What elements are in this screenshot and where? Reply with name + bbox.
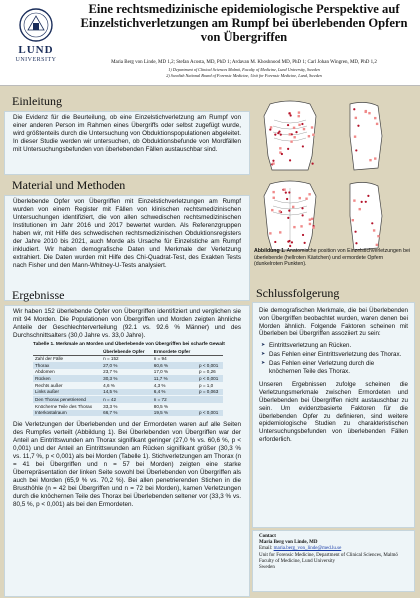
schluss-intro: Die demografischen Merkmale, die bei Überlebenden von Übergriffen beobachtet wurden, waren denen bei Morden ähnlich. Folgende Faktoren scheinen mit Überleben bei Übergriffen assoziiert zu sein:: [259, 307, 408, 338]
homicide-marker: [280, 133, 282, 135]
table-cell: 19,5 %: [152, 410, 197, 417]
table-row: [33, 362, 223, 369]
table-header: [33, 348, 101, 355]
survivor-marker: [271, 209, 273, 211]
logo-sub: UNIVERSITY: [15, 57, 57, 63]
table-cell: Abdomen: [35, 369, 55, 375]
section-einleitung: [4, 90, 250, 175]
survivor-marker: [369, 159, 371, 161]
table-cell: Rücken: [33, 375, 101, 382]
results-table: [33, 348, 223, 416]
homicide-marker: [274, 134, 276, 136]
survivor-marker: [309, 223, 311, 225]
table-cell: Rechts außer: [35, 382, 63, 388]
survivor-marker: [272, 191, 274, 193]
table-cell: Thorax: [33, 362, 101, 369]
survivor-marker: [308, 193, 310, 195]
survivor-marker: [303, 128, 305, 130]
survivor-marker: [273, 197, 275, 199]
survivor-marker: [311, 126, 313, 128]
survivor-marker: [368, 112, 370, 114]
survivor-marker: [270, 126, 272, 128]
homicide-marker: [278, 131, 280, 133]
poster-header: [0, 0, 420, 86]
table-cell: Den Thorax penetrierend: [33, 396, 101, 403]
homicide-marker: [287, 217, 289, 219]
table-cell: 33,3 %: [103, 403, 118, 409]
survivor-marker: [312, 226, 314, 228]
ergebnisse-text-1: Wir haben 152 überlebende Opfer von Übergriffen identifiziert und verglichen sie mit 94 Morden. Die Populationen von Übergriffen und Morden zeigten ähnliche Anteile der Geschlechterverteilung (92.1 vs. 92.6 % Männer) und des Durchschnittsalters (30,0 Jahre vs. 33,0 Jahre).: [13, 308, 241, 339]
table-cell: n = 152: [103, 356, 119, 362]
survivor-marker: [377, 235, 379, 237]
table-cell: Zahl der Fälle: [35, 356, 64, 362]
torso-diagram: [250, 96, 416, 256]
homicide-marker: [357, 125, 359, 127]
survivor-marker: [353, 199, 355, 201]
contact-line-2: Faculty of Medicine, Lund University: [259, 558, 335, 564]
email-link[interactable]: maria.berg_von_linde@med.lu.se: [273, 546, 342, 552]
survivor-marker: [298, 124, 300, 126]
figure-caption-label: Abbildung 1.: [254, 248, 286, 254]
homicide-marker: [291, 241, 293, 243]
ergebnisse-panel: [4, 305, 250, 597]
survivor-marker: [309, 218, 311, 220]
survivor-marker: [311, 218, 313, 220]
table-cell: [197, 403, 223, 410]
survivor-marker: [364, 111, 366, 113]
homicide-marker: [354, 231, 356, 233]
table-cell: 4,3 %: [153, 382, 166, 388]
logo-name: LUND: [18, 44, 54, 56]
table-row: [33, 403, 223, 410]
section-heading: Ergebnisse: [12, 288, 65, 302]
affiliation-1: 1) Department of Clinical Sciences Malmö, Faculty of Medicine, Lund University, Sweden: [168, 66, 320, 72]
survivor-marker: [354, 135, 356, 137]
table-cell: p < 0,001: [197, 375, 223, 382]
homicide-marker: [312, 163, 314, 165]
table-cell: 23,7 %: [103, 369, 118, 375]
survivor-marker: [293, 136, 295, 138]
homicide-marker: [281, 153, 283, 155]
homicide-marker: [290, 114, 292, 116]
section-heading-schluss: Schlussfolgerung: [256, 286, 340, 300]
table-cell: p = 1,0: [198, 382, 214, 388]
contact-heading: Contact: [259, 534, 276, 539]
einleitung-text: Die Evidenz für die Beurteilung, ob eine Einzelstichverletzung am Rumpf von einer anderen Person im Rahmen eines Übergriffs oder selbst zugefügt wurde, wird größtenteils durch die Untersuchung von Obduktionspopulationen abgeleitet. In dieser Studie werden wir untersuchen, ob Obduktionsbefunde von Mordfällen mit Untersuchungsbefunden von überlebenden Fällen austauschbar sind.: [13, 114, 241, 153]
material-text: Überlebende Opfer von Übergriffen mit Einzelstichverletzungen am Rumpf wurden von einem Register mit Fällen von klinischen rechtsmedizinischen Untersuchungen identifiziert, die von allen schwedischen rechtsmedizinischen Institutionen im Jahr 2016 und 2017 bewertet wurden. Als Referenzgruppen haben wir, mit Hilfe des schwedischen rechtsmedizinischen Obduktionsregisters der Jahre 2010 bis 2021, auch Morde als Ursache für Einzelstiche am Rumpf inkludiert. Wir haben demografische Daten und Merkmale der Verletzung extrahiert. Die Daten wurden mit Hilfe des Chi-Quadrat-Test, des Exakten Tests nach Fisher und den Mann-Whitney-U-Tests analysiert.: [13, 198, 241, 269]
survivor-marker: [292, 206, 294, 208]
survivor-marker: [293, 127, 295, 129]
schluss-bullets: [261, 342, 408, 375]
table-cell: 17,0 %: [153, 369, 169, 375]
figure-caption: [250, 246, 416, 270]
table-cell: p < 0,001: [197, 410, 223, 417]
seal-icon: [6, 6, 66, 44]
homicide-marker: [355, 242, 357, 244]
survivor-marker: [290, 140, 292, 142]
table-cell: 14,5 %: [101, 389, 152, 396]
table-cell: 60,6 %: [152, 362, 197, 369]
table-row: [33, 382, 223, 389]
einleitung-panel: [4, 111, 250, 175]
table-cell: Interkostalraum: [33, 410, 101, 417]
homicide-marker: [302, 234, 304, 236]
survivor-marker: [279, 210, 281, 212]
survivor-marker: [305, 198, 307, 200]
author-list: Maria Berg von Linde, MD 1,2; Stefan Acosta, MD, PhD 1; Ardavan M. Khoshnood MD, PhD 1; Carl Johan Wingren, MD, PhD 1,2: [111, 60, 377, 65]
contact-line-1: Unit for Forensic Medicine, Department of Clinical Sciences, Malmö: [259, 552, 398, 558]
torso-side-left: [350, 182, 382, 250]
homicide-marker: [301, 207, 303, 209]
survivor-marker: [373, 229, 375, 231]
table-row: [33, 396, 223, 403]
table-cell: n = 42: [101, 396, 152, 403]
homicide-marker: [287, 124, 289, 126]
table-cell: 27,0 %: [101, 362, 152, 369]
survivor-marker: [298, 111, 300, 113]
homicide-marker: [288, 210, 290, 212]
survivor-marker: [283, 188, 285, 190]
list-item: ➤ Das Fehlen einer Eintrittsverletzung des Thorax.: [261, 351, 408, 359]
table-cell: [197, 396, 223, 403]
homicide-marker: [289, 159, 291, 161]
table-header-row: [33, 348, 223, 355]
table-cell: p < 0,001: [197, 362, 223, 369]
table-cell: p = 0,26: [198, 369, 216, 375]
survivor-marker: [374, 157, 376, 159]
table-caption: Tabelle 1. Merkmale an Morden und Überlebende von Übergriffen bei scharfe Gewalt: [33, 342, 225, 347]
table-header: Ermordete Opfer: [152, 348, 197, 355]
lund-university-logo: [6, 6, 66, 74]
section-heading: Material und Methoden: [12, 178, 126, 192]
homicide-marker: [367, 195, 369, 197]
survivor-marker: [300, 225, 302, 227]
survivor-marker: [376, 123, 378, 125]
email-label: Email:: [259, 546, 273, 552]
affiliation-2: 2) Swedish National Board of Forensic Medicine, Unit for Forensic Medicine, Lund, Sweden: [166, 73, 322, 78]
section-heading: Einleitung: [12, 94, 62, 108]
table-cell: 30,3 %: [101, 375, 152, 382]
homicide-marker: [272, 160, 274, 162]
table-row: [33, 355, 223, 362]
table-header: Überlebende Opfer: [101, 348, 152, 355]
survivor-marker: [374, 117, 376, 119]
survivor-marker: [289, 133, 291, 135]
homicide-marker: [302, 145, 304, 147]
table-cell: n = 72: [152, 396, 197, 403]
homicide-marker: [304, 242, 306, 244]
table-cell: 80,5 %: [153, 403, 169, 409]
schluss-panel: [252, 302, 415, 528]
survivor-marker: [269, 232, 271, 234]
section-ergebnisse: [4, 284, 250, 597]
homicide-marker: [286, 198, 288, 200]
contact-name: Maria Berg von Linde, MD: [259, 540, 318, 546]
survivor-marker: [352, 219, 354, 221]
survivor-marker: [293, 226, 295, 228]
table-cell: [197, 355, 223, 362]
homicide-marker: [285, 192, 287, 194]
homicide-marker: [269, 128, 271, 130]
table-cell: 11,7 %: [152, 375, 197, 382]
homicide-marker: [295, 131, 297, 133]
survivor-marker: [299, 197, 301, 199]
homicide-marker: [291, 133, 293, 135]
homicide-marker: [274, 241, 276, 243]
table-cell: 4,6 %: [103, 382, 115, 388]
section-material: [4, 174, 250, 301]
homicide-marker: [287, 241, 289, 243]
homicide-marker: [355, 149, 357, 151]
table-row: [33, 375, 223, 382]
figure-caption-text: Anatomische position von Einzelstichverletzungen bei überlebende (hellroten Kästchen) und ermordete Opfern (dunkelroten Punkten).: [254, 248, 410, 267]
table-cell: 66,7 %: [101, 410, 152, 417]
authors-block: [72, 60, 416, 80]
homicide-marker: [288, 112, 290, 114]
survivor-marker: [279, 147, 281, 149]
homicide-marker: [361, 201, 363, 203]
table-header: [197, 348, 223, 355]
table-cell: Links außer: [33, 389, 101, 396]
homicide-marker: [365, 201, 367, 203]
survivor-marker: [298, 115, 300, 117]
table-cell: Knöcherne Teile des Thorax: [35, 403, 93, 409]
homicide-marker: [371, 222, 373, 224]
homicide-marker: [287, 148, 289, 150]
ergebnisse-text-2: Die Verletzungen der Überlebenden und der Ermordeten waren auf alle Seiten des Rumpfes verteilt (Abbildung 1). Bei Überlebenden von Übergriffen war der Anteil an Eintrittswunden am Thorax signifikant geringer (27,0 % vs. 60,6 %, p < 0,001) und der Anteil an Eintrittswunden am Rücken signifikant größer (30,3 % vs. 11,7 %, p < 0,001) als bei Morden (Tabelle 1). Stichverletzungen am Thorax (n = 41 bei Übergriffen und n = 57 bei Morden) zeigten eine starke Überrepräsentation der linken Seite sowohl bei Überlebenden von Übergriffen als auch bei Morden (65,9 % vs. 70,2 %). Bei allen penetrierenden Stichen in die Brusthöhle (n = 42 bei Übergriffen und n = 72 bei Morden), kamen Verletzungen durch die knöchernen Teile des Thorax bei Überlebenden seltener vor (33,3 % vs. 80,5 %, p < 0,001) als bei den Ermordeten.: [13, 421, 241, 509]
survivor-marker: [359, 208, 361, 210]
poster-title: Eine rechtsmedizinische epidemiologische Perspektive auf Einzelstichverletzungen am Rumpf bei überlebenden Opfern von Übergriffen: [80, 2, 408, 44]
table-cell: p = 0,063: [197, 389, 223, 396]
survivor-marker: [355, 117, 357, 119]
homicide-marker: [353, 108, 355, 110]
table-cell: 6,4 %: [152, 389, 197, 396]
table-cell: n = 94: [153, 356, 167, 362]
survivor-marker: [308, 135, 310, 137]
schluss-outro: Unseren Ergebnissen zufolge scheinen die Verletzungsmerkmale zwischen Ermordeten und Überlebenden bei Übergriffen nicht austauschbar zu sein. Um evidenzbasierte Faktoren für die überlebenden Opfer zu definieren, sind weitere epidemiologische Studien zu charakteristischen Untersuchungsbefunden von überlebenden Fällen erforderlich.: [259, 381, 408, 443]
list-item: ➤ Eintrittsverletzung an Rücken.: [261, 342, 408, 350]
survivor-marker: [272, 162, 274, 164]
table-row: [33, 410, 223, 417]
contact-line-3: Sweden: [259, 565, 275, 571]
survivor-marker: [312, 134, 314, 136]
table-row: [33, 369, 223, 376]
homicide-marker: [302, 214, 304, 216]
table-row: [33, 389, 223, 396]
survivor-marker: [279, 231, 281, 233]
contact-block: [252, 530, 415, 592]
homicide-marker: [288, 191, 290, 193]
list-item: ➤ Das Fehlen einer Verletzung durch die knöchernen Teile des Thorax.: [261, 360, 408, 376]
homicide-marker: [301, 123, 303, 125]
